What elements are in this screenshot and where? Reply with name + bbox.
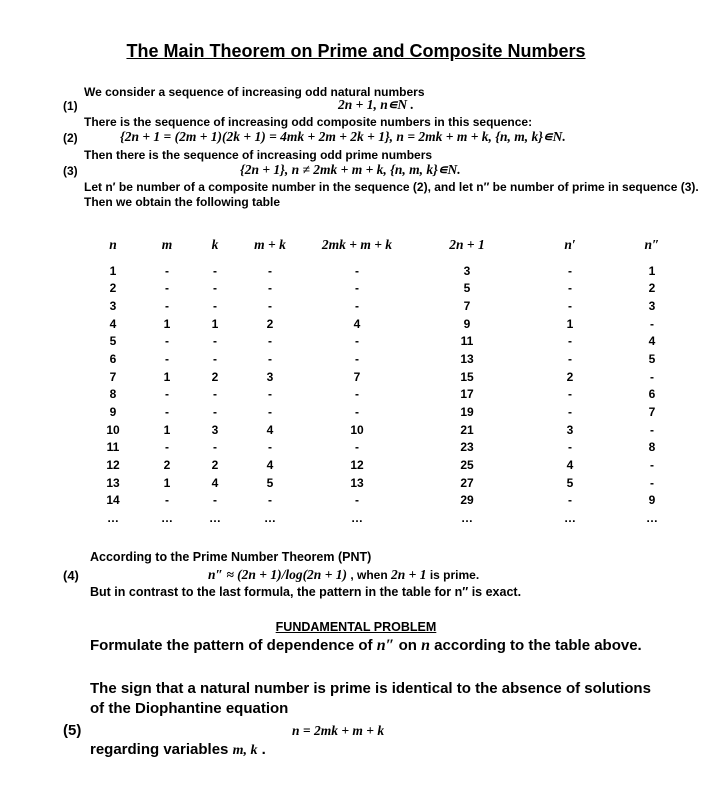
equation-number-1: (1): [63, 99, 78, 113]
table-row: [84, 262, 686, 280]
cell-2mk-m-k: 4: [353, 316, 361, 331]
intro-line-4: Let n′ be number of a composite number in the sequence (2), and let n″ be number of prime in sequence (3).: [84, 180, 699, 194]
header-n-prime: n′: [564, 237, 576, 252]
cell-n: 4: [109, 316, 117, 331]
cell-2mk-m-k: 12: [350, 457, 364, 472]
header-m: m: [161, 237, 173, 252]
page-title: The Main Theorem on Prime and Composite Numbers: [126, 41, 586, 61]
cell-m: -: [165, 334, 169, 349]
equation-number-2: (2): [63, 131, 78, 145]
cell-n-prime: …: [564, 510, 576, 525]
header-n-double-prime: n″: [644, 237, 660, 252]
table-row: [84, 456, 686, 474]
cell-2mk-m-k: -: [355, 440, 359, 455]
cell-n-prime: -: [568, 263, 572, 278]
cell-2mk-m-k: -: [355, 404, 359, 419]
cell-n-double-prime: -: [650, 316, 654, 331]
cell-n-prime: -: [568, 493, 572, 508]
cell-m-plus-k: …: [264, 510, 276, 525]
regarding-line: [90, 741, 266, 759]
cell-m-plus-k: 2: [266, 316, 274, 331]
cell-m-plus-k: -: [268, 263, 272, 278]
cell-2n-plus-1: 25: [460, 457, 474, 472]
cell-2n-plus-1: 5: [463, 281, 471, 296]
prime-sign-line-2: of the Diophantine equation: [90, 700, 289, 717]
table-row: [84, 385, 686, 403]
cell-2n-plus-1: 21: [460, 422, 474, 437]
cell-n-double-prime: 3: [648, 299, 656, 314]
cell-m-plus-k: 3: [266, 369, 274, 384]
cell-m: 1: [163, 422, 171, 437]
cell-n: 10: [106, 422, 120, 437]
cell-n-double-prime: …: [646, 510, 658, 525]
cell-2mk-m-k: -: [355, 387, 359, 402]
cell-m: -: [165, 281, 169, 296]
cell-n-double-prime: 6: [648, 387, 656, 402]
cell-n-prime: 3: [566, 422, 574, 437]
cell-m: 1: [163, 475, 171, 490]
cell-k: 1: [211, 316, 219, 331]
cell-n: 11: [106, 440, 120, 455]
cell-k: -: [213, 281, 217, 296]
cell-2mk-m-k: -: [355, 263, 359, 278]
cell-n-prime: -: [568, 404, 572, 419]
cell-n-prime: -: [568, 299, 572, 314]
cell-k: 4: [211, 475, 219, 490]
equation-3: {2n + 1}, n ≠ 2mk + m + k, {n, m, k}∊N.: [240, 162, 461, 177]
fundamental-problem-heading: FUNDAMENTAL PROBLEM: [275, 620, 437, 634]
table-row: [84, 438, 686, 456]
equation-number-4: (4): [63, 568, 79, 583]
cell-n: 7: [109, 369, 117, 384]
cell-n: 2: [109, 281, 117, 296]
cell-2mk-m-k: -: [355, 493, 359, 508]
cell-2n-plus-1: 19: [460, 404, 474, 419]
cell-2n-plus-1: 23: [460, 440, 474, 455]
intro-line-5: Then we obtain the following table: [84, 195, 280, 209]
cell-m: -: [165, 404, 169, 419]
table-row: [84, 333, 686, 351]
sequence-table: [84, 228, 686, 527]
cell-n: 1: [109, 263, 117, 278]
cell-2n-plus-1: …: [461, 510, 473, 525]
equation-4-line: [208, 566, 479, 584]
cell-n-double-prime: 5: [648, 352, 656, 367]
cell-n-prime: -: [568, 387, 572, 402]
cell-k: -: [213, 299, 217, 314]
cell-k: -: [213, 263, 217, 278]
cell-2mk-m-k: …: [351, 510, 363, 525]
cell-m-plus-k: -: [268, 493, 272, 508]
cell-m-plus-k: -: [268, 281, 272, 296]
equation-5: n = 2mk + m + k: [292, 723, 385, 738]
cell-n: 8: [109, 387, 117, 402]
cell-2n-plus-1: 29: [460, 493, 474, 508]
cell-k: -: [213, 493, 217, 508]
cell-n-prime: -: [568, 281, 572, 296]
cell-2mk-m-k: -: [355, 352, 359, 367]
cell-n-double-prime: -: [650, 369, 654, 384]
cell-m-plus-k: -: [268, 352, 272, 367]
cell-m-plus-k: -: [268, 440, 272, 455]
cell-2mk-m-k: 7: [353, 369, 361, 384]
cell-n-prime: -: [568, 352, 572, 367]
cell-m: …: [161, 510, 173, 525]
cell-m: 1: [163, 316, 171, 331]
cell-k: -: [213, 352, 217, 367]
cell-2mk-m-k: -: [355, 299, 359, 314]
cell-n-prime: 1: [566, 316, 574, 331]
header-2mk-m-k: 2mk + m + k: [321, 237, 393, 252]
pnt-intro: According to the Prime Number Theorem (PNT): [90, 550, 372, 564]
cell-2n-plus-1: 9: [463, 316, 471, 331]
cell-n-double-prime: -: [650, 475, 654, 490]
cell-2n-plus-1: 17: [460, 387, 474, 402]
cell-2n-plus-1: 11: [460, 334, 474, 349]
equation-4-tail-a: , when: [347, 568, 392, 582]
equation-4-tail-math: 2n + 1: [391, 567, 427, 582]
table-row: [84, 403, 686, 421]
table-body: [84, 262, 686, 527]
problem-statement-a: Formulate the pattern of dependence of: [90, 637, 377, 654]
header-2n-plus-1: 2n + 1: [449, 237, 485, 252]
cell-m: -: [165, 299, 169, 314]
cell-n-double-prime: 7: [648, 404, 656, 419]
table-row: [84, 491, 686, 509]
cell-n: 14: [106, 493, 120, 508]
header-n: n: [109, 237, 117, 252]
cell-m: -: [165, 493, 169, 508]
table-row: [84, 315, 686, 333]
cell-2n-plus-1: 15: [460, 369, 474, 384]
equation-1: 2n + 1, n∊N .: [338, 97, 414, 112]
cell-m-plus-k: -: [268, 299, 272, 314]
problem-statement: [90, 637, 642, 655]
cell-n-prime: 5: [566, 475, 574, 490]
header-k: k: [211, 237, 219, 252]
table-row: [84, 421, 686, 439]
regarding-b: .: [257, 741, 266, 758]
intro-line-3: Then there is the sequence of increasing odd prime numbers: [84, 148, 433, 162]
cell-k: -: [213, 440, 217, 455]
table-row: [84, 474, 686, 492]
cell-m-plus-k: -: [268, 404, 272, 419]
prime-sign-line-1: The sign that a natural number is prime is identical to the absence of solutions: [90, 680, 651, 697]
regarding-math: m, k: [232, 743, 258, 758]
cell-n-prime: -: [568, 334, 572, 349]
cell-m: -: [165, 440, 169, 455]
cell-m-plus-k: 4: [266, 457, 274, 472]
cell-m: -: [165, 263, 169, 278]
equation-2: {2n + 1 = (2m + 1)(2k + 1) = 4mk + 2m + 2k + 1}, n = 2mk + m + k, {n, m, k}∊N.: [120, 129, 566, 144]
problem-statement-c: according to the table above.: [430, 637, 642, 654]
problem-statement-b: on: [394, 637, 422, 654]
cell-k: -: [213, 404, 217, 419]
problem-statement-math-2: n: [421, 637, 431, 654]
header-m-plus-k: m + k: [254, 237, 286, 252]
cell-m-plus-k: 4: [266, 422, 274, 437]
cell-m: -: [165, 387, 169, 402]
cell-2mk-m-k: 10: [350, 422, 364, 437]
cell-n: 13: [106, 475, 120, 490]
cell-2n-plus-1: 7: [463, 299, 471, 314]
cell-2mk-m-k: 13: [350, 475, 364, 490]
cell-k: 3: [211, 422, 219, 437]
regarding-a: regarding variables: [90, 741, 233, 758]
cell-n-prime: -: [568, 440, 572, 455]
problem-statement-math-1: n″: [376, 637, 395, 654]
cell-m-plus-k: -: [268, 334, 272, 349]
table-row: [84, 350, 686, 368]
intro-line-2: There is the sequence of increasing odd composite numbers in this sequence:: [84, 115, 533, 129]
cell-m: 2: [163, 457, 171, 472]
cell-2mk-m-k: -: [355, 334, 359, 349]
cell-2n-plus-1: 27: [460, 475, 474, 490]
equation-4-tail-b: is prime.: [426, 568, 480, 582]
cell-k: -: [213, 387, 217, 402]
cell-k: 2: [211, 457, 219, 472]
cell-m: -: [165, 352, 169, 367]
cell-k: …: [209, 510, 221, 525]
cell-k: -: [213, 334, 217, 349]
cell-n: 6: [109, 352, 117, 367]
cell-2n-plus-1: 3: [463, 263, 471, 278]
table-row: [84, 509, 686, 527]
cell-n-prime: 2: [566, 369, 574, 384]
cell-k: 2: [211, 369, 219, 384]
equation-number-5: (5): [63, 722, 82, 739]
cell-n: 5: [109, 334, 117, 349]
cell-m-plus-k: 5: [266, 475, 274, 490]
table-row: [84, 297, 686, 315]
cell-n: 9: [109, 404, 117, 419]
equation-number-3: (3): [63, 164, 78, 178]
table-row: [84, 368, 686, 386]
cell-n: 12: [106, 457, 120, 472]
table-header-row: [84, 228, 686, 262]
cell-n-double-prime: 4: [648, 334, 656, 349]
cell-n-double-prime: -: [650, 457, 654, 472]
cell-m-plus-k: -: [268, 387, 272, 402]
cell-n: …: [107, 510, 119, 525]
intro-line-1: We consider a sequence of increasing odd natural numbers: [84, 85, 425, 99]
cell-2n-plus-1: 13: [460, 352, 474, 367]
cell-n-prime: 4: [566, 457, 574, 472]
cell-n-double-prime: 9: [648, 493, 656, 508]
cell-2mk-m-k: -: [355, 281, 359, 296]
cell-n-double-prime: 1: [648, 263, 656, 278]
equation-4: n″ ≈ (2n + 1)/log(2n + 1): [208, 567, 348, 582]
pnt-contrast: But in contrast to the last formula, the pattern in the table for n″ is exact.: [90, 585, 522, 599]
cell-n: 3: [109, 299, 117, 314]
cell-n-double-prime: 2: [648, 281, 656, 296]
table-row: [84, 280, 686, 298]
cell-m: 1: [163, 369, 171, 384]
cell-n-double-prime: 8: [648, 440, 656, 455]
cell-n-double-prime: -: [650, 422, 654, 437]
